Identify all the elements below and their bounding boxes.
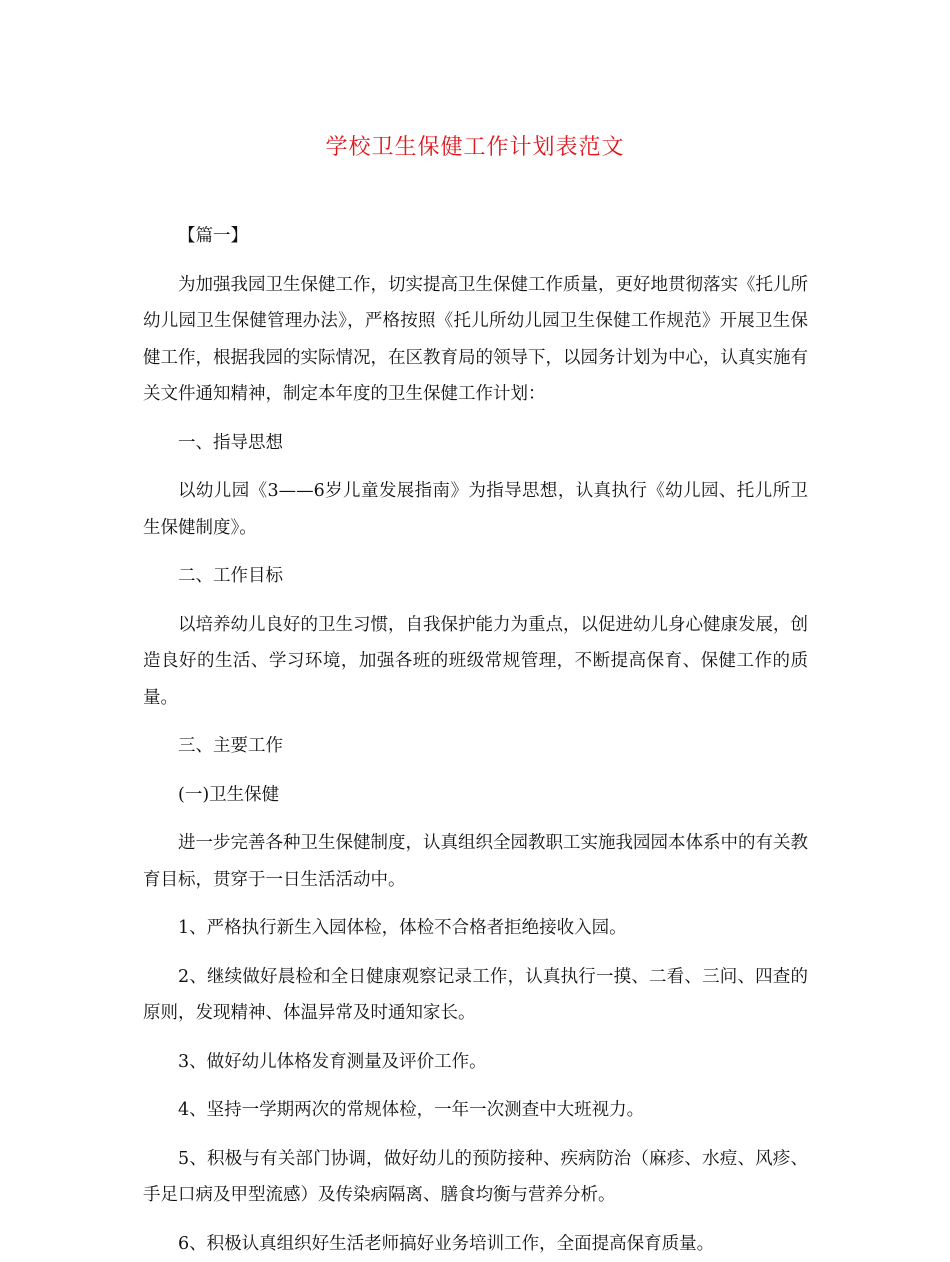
- list-item-4: 4、坚持一学期两次的常规体检，一年一次测查中大班视力。: [143, 1092, 808, 1129]
- list-item-3: 3、做好幼儿体格发育测量及评价工作。: [143, 1044, 808, 1081]
- document-title: 学校卫生保健工作计划表范文: [0, 133, 950, 163]
- paragraph-health-care: 进一步完善各种卫生保健制度，认真组织全园教职工实施我园园本体系中的有关教育目标，贯穿于一日生活活动中。: [143, 825, 808, 898]
- paragraph-section-marker: 【篇一】: [143, 218, 808, 255]
- paragraph-guiding-thought: 以幼儿园《3——6岁儿童发展指南》为指导思想，认真执行《幼儿园、托儿所卫生保健制度》。: [143, 473, 808, 546]
- document-body: [143, 218, 808, 1262]
- heading-guiding-thought: 一、指导思想: [143, 425, 808, 462]
- list-item-6: 6、积极认真组织好生活老师搞好业务培训工作，全面提高保育质量。: [143, 1226, 808, 1262]
- list-item-1: 1、严格执行新生入园体检，体检不合格者拒绝接收入园。: [143, 910, 808, 947]
- paragraph-intro: 为加强我园卫生保健工作，切实提高卫生保健工作质量，更好地贯彻落实《托儿所幼儿园卫生保健管理办法》，严格按照《托儿所幼儿园卫生保健工作规范》开展卫生保健工作，根据我园的实际情况，在区教育局的领导下，以园务计划为中心，认真实施有关文件通知精神，制定本年度的卫生保健工作计划：: [143, 267, 808, 413]
- subheading-health-care: (一)卫生保健: [143, 777, 808, 814]
- heading-main-work: 三、主要工作: [143, 728, 808, 765]
- heading-work-goals: 二、工作目标: [143, 558, 808, 595]
- list-item-5: 5、积极与有关部门协调，做好幼儿的预防接种、疾病防治（麻疹、水痘、风疹、手足口病及甲型流感）及传染病隔离、膳食均衡与营养分析。: [143, 1141, 808, 1214]
- paragraph-work-goals: 以培养幼儿良好的卫生习惯，自我保护能力为重点，以促进幼儿身心健康发展，创造良好的生活、学习环境，加强各班的班级常规管理，不断提高保育、保健工作的质量。: [143, 607, 808, 717]
- list-item-2: 2、继续做好晨检和全日健康观察记录工作，认真执行一摸、二看、三问、四查的原则，发现精神、体温异常及时通知家长。: [143, 959, 808, 1032]
